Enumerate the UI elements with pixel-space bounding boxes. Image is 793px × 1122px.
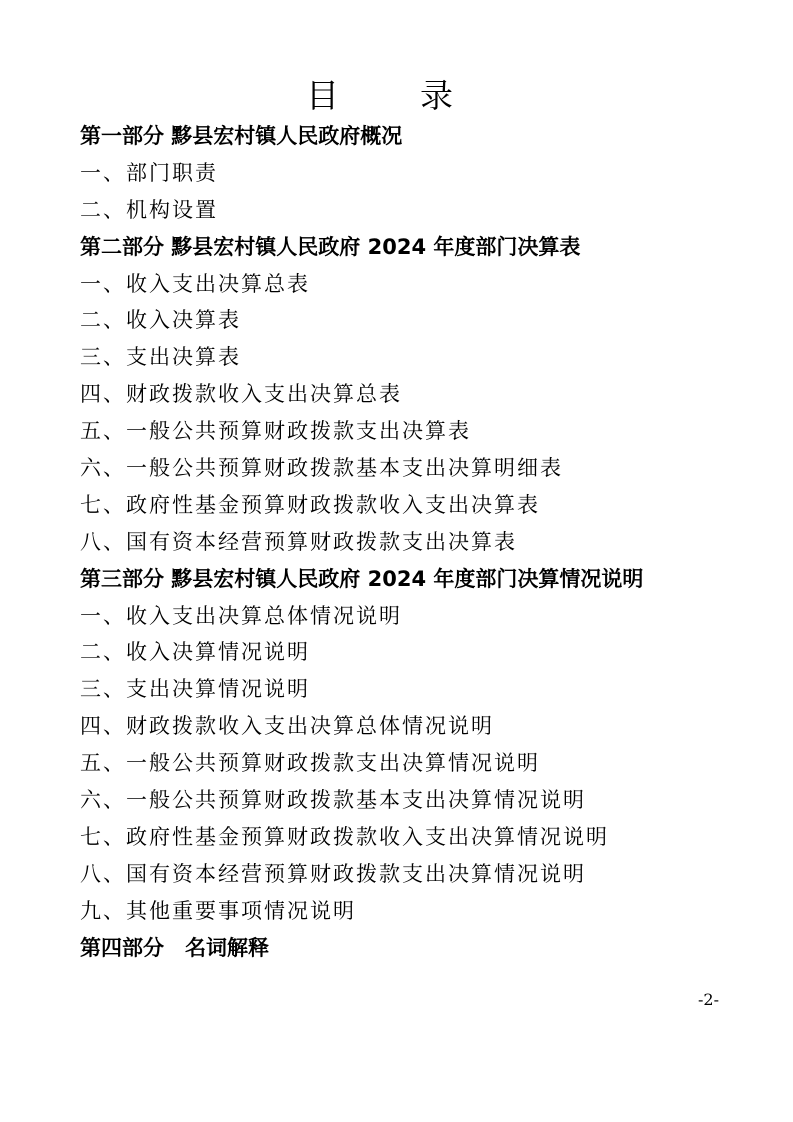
toc-part-4: 第四部分 名词解释 bbox=[80, 935, 269, 960]
toc-item: 九、其他重要事项情况说明 bbox=[80, 898, 356, 923]
table-of-contents bbox=[80, 118, 780, 966]
toc-item: 七、政府性基金预算财政拨款收入支出决算情况说明 bbox=[80, 824, 609, 849]
toc-item: 三、支出决算表 bbox=[80, 345, 241, 370]
toc-item: 八、国有资本经营预算财政拨款支出决算情况说明 bbox=[80, 861, 586, 886]
toc-item: 四、财政拨款收入支出决算总表 bbox=[80, 382, 402, 407]
toc-item: 一、部门职责 bbox=[80, 160, 218, 185]
toc-item: 二、收入决算情况说明 bbox=[80, 640, 310, 665]
toc-part-1: 第一部分 黟县宏村镇人民政府概况 bbox=[80, 124, 403, 148]
toc-item: 五、一般公共预算财政拨款支出决算表 bbox=[80, 419, 471, 444]
toc-item: 六、一般公共预算财政拨款基本支出决算明细表 bbox=[80, 456, 563, 481]
toc-item: 八、国有资本经营预算财政拨款支出决算表 bbox=[80, 529, 517, 554]
toc-item: 四、财政拨款收入支出决算总体情况说明 bbox=[80, 714, 494, 739]
toc-item: 三、支出决算情况说明 bbox=[80, 677, 310, 702]
toc-part-2: 第二部分 黟县宏村镇人民政府 2024 年度部门决算表 bbox=[80, 234, 581, 259]
toc-item: 六、一般公共预算财政拨款基本支出决算情况说明 bbox=[80, 788, 586, 813]
toc-part-3: 第三部分 黟县宏村镇人民政府 2024 年度部门决算情况说明 bbox=[80, 566, 644, 591]
toc-item: 七、政府性基金预算财政拨款收入支出决算表 bbox=[80, 492, 540, 517]
toc-item: 二、机构设置 bbox=[80, 197, 218, 222]
toc-item: 一、收入支出决算总体情况说明 bbox=[80, 603, 402, 628]
page-number: -2- bbox=[698, 990, 719, 1009]
toc-item: 一、收入支出决算总表 bbox=[80, 271, 310, 296]
toc-item: 五、一般公共预算财政拨款支出决算情况说明 bbox=[80, 751, 540, 776]
toc-item: 二、收入决算表 bbox=[80, 308, 241, 333]
page-title: 目 录 bbox=[306, 76, 477, 115]
